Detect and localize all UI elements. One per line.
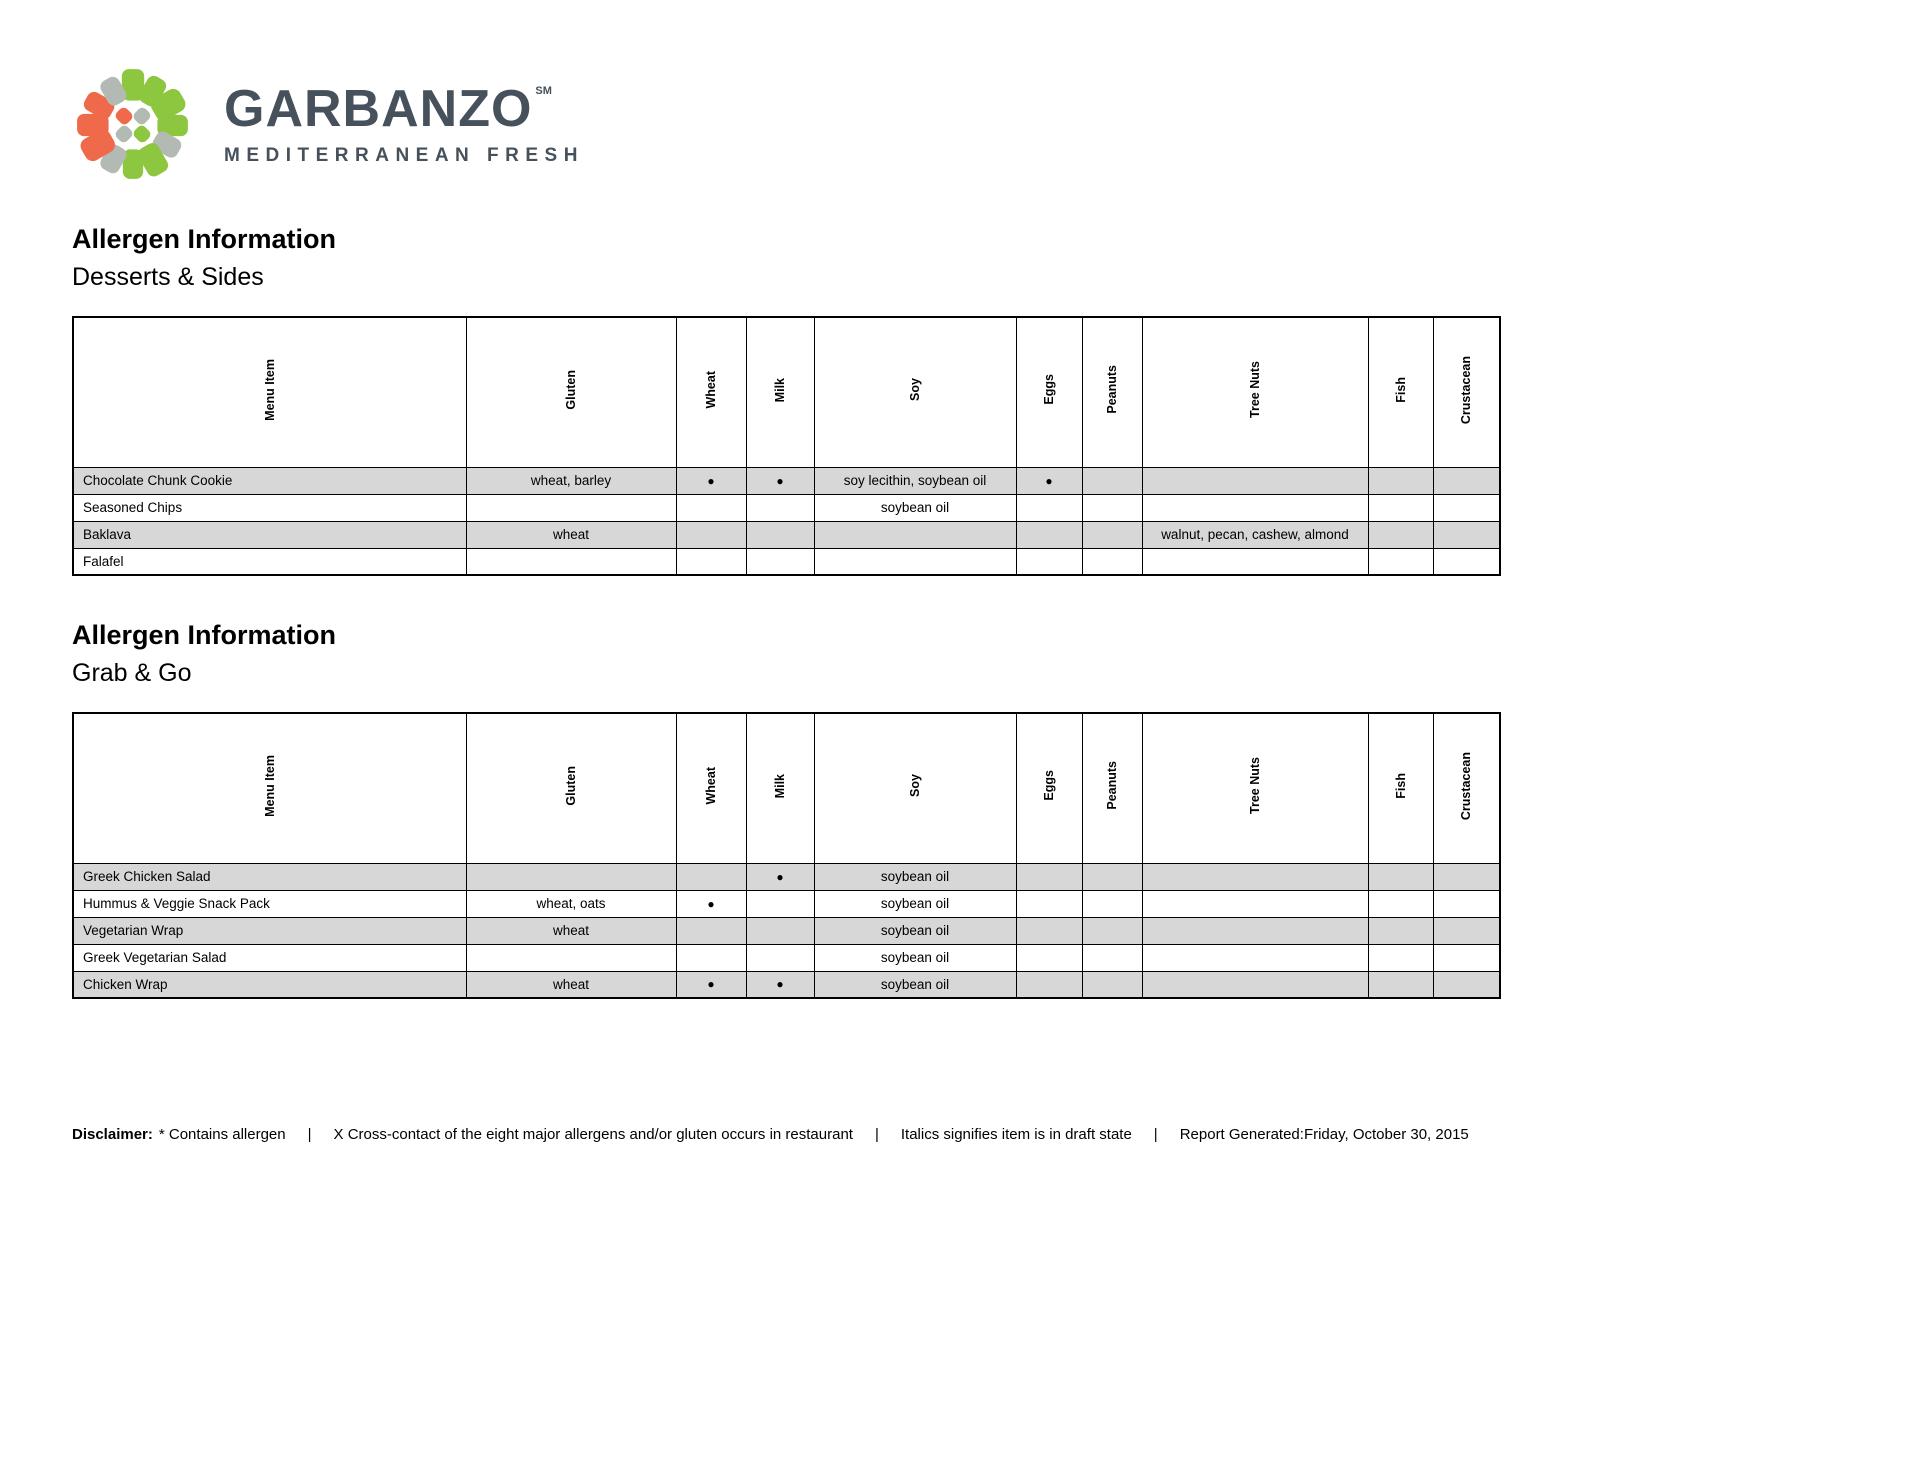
allergen-cell-soy: soy lecithin, soybean oil bbox=[814, 467, 1016, 494]
column-header-eggs bbox=[1016, 317, 1082, 467]
column-header-label: Wheat bbox=[704, 371, 718, 409]
table-row bbox=[73, 494, 1500, 521]
disclaimer-item-crosscontact: X Cross-contact of the eight major allergens and/or gluten occurs in restaurant bbox=[333, 1126, 853, 1143]
allergen-cell-tree-nuts bbox=[1142, 971, 1368, 998]
allergen-cell-peanuts bbox=[1082, 548, 1142, 575]
table-row bbox=[73, 548, 1500, 575]
menu-item-cell: Chicken Wrap bbox=[73, 971, 466, 998]
allergen-cell-soy: soybean oil bbox=[814, 944, 1016, 971]
table-header-row bbox=[73, 317, 1500, 467]
column-header-wheat bbox=[676, 317, 746, 467]
menu-item-cell: Chocolate Chunk Cookie bbox=[73, 467, 466, 494]
allergen-cell-peanuts bbox=[1082, 494, 1142, 521]
allergen-section-desserts-sides bbox=[72, 224, 1920, 576]
allergen-cell-wheat bbox=[676, 521, 746, 548]
menu-item-cell: Baklava bbox=[73, 521, 466, 548]
logo bbox=[72, 62, 1920, 188]
column-header-label: Peanuts bbox=[1105, 365, 1119, 415]
logo-text bbox=[224, 80, 584, 167]
column-header-label: Tree Nuts bbox=[1248, 361, 1262, 419]
column-header-label: Wheat bbox=[704, 767, 718, 805]
column-header-fish bbox=[1368, 713, 1433, 863]
column-header-label: Soy bbox=[908, 378, 922, 402]
allergen-cell-crustacean bbox=[1433, 917, 1500, 944]
allergen-cell-milk bbox=[746, 521, 814, 548]
allergen-cell-fish bbox=[1368, 521, 1433, 548]
column-header-soy bbox=[814, 713, 1016, 863]
column-header-label: Menu Item bbox=[262, 358, 277, 421]
column-header-label: Milk bbox=[773, 377, 787, 402]
allergen-cell-wheat bbox=[676, 917, 746, 944]
allergen-cell-wheat bbox=[676, 494, 746, 521]
allergen-cell-gluten bbox=[466, 548, 676, 575]
allergen-cell-fish bbox=[1368, 890, 1433, 917]
allergen-cell-eggs bbox=[1016, 548, 1082, 575]
column-header-label: Eggs bbox=[1042, 374, 1056, 406]
column-header-menu-item bbox=[73, 713, 466, 863]
table-row bbox=[73, 944, 1500, 971]
menu-item-cell: Vegetarian Wrap bbox=[73, 917, 466, 944]
column-header-eggs bbox=[1016, 713, 1082, 863]
allergen-cell-peanuts bbox=[1082, 917, 1142, 944]
allergen-cell-wheat: ● bbox=[676, 890, 746, 917]
allergen-cell-fish bbox=[1368, 917, 1433, 944]
table-row bbox=[73, 917, 1500, 944]
allergen-cell-peanuts bbox=[1082, 971, 1142, 998]
menu-item-cell: Greek Vegetarian Salad bbox=[73, 944, 466, 971]
allergen-cell-eggs bbox=[1016, 521, 1082, 548]
allergen-cell-fish bbox=[1368, 494, 1433, 521]
allergen-cell-gluten: wheat, oats bbox=[466, 890, 676, 917]
allergen-cell-fish bbox=[1368, 944, 1433, 971]
column-header-label: Crustacean bbox=[1459, 355, 1474, 424]
table-row bbox=[73, 521, 1500, 548]
allergen-cell-crustacean bbox=[1433, 971, 1500, 998]
allergen-cell-tree-nuts bbox=[1142, 890, 1368, 917]
disclaimer bbox=[72, 1126, 1469, 1143]
allergen-cell-milk bbox=[746, 944, 814, 971]
allergen-cell-tree-nuts bbox=[1142, 494, 1368, 521]
table-row bbox=[73, 467, 1500, 494]
allergen-cell-gluten: wheat bbox=[466, 917, 676, 944]
allergen-cell-gluten: wheat bbox=[466, 971, 676, 998]
column-header-milk bbox=[746, 317, 814, 467]
brand-trademark: SM bbox=[535, 85, 552, 97]
column-header-menu-item bbox=[73, 317, 466, 467]
allergen-cell-crustacean bbox=[1433, 944, 1500, 971]
table-row bbox=[73, 863, 1500, 890]
allergen-cell-fish bbox=[1368, 863, 1433, 890]
brand-name: GARBANZO bbox=[224, 80, 533, 138]
allergen-cell-eggs bbox=[1016, 494, 1082, 521]
allergen-section-grab-go bbox=[72, 620, 1920, 999]
garbanzo-pinwheel-icon bbox=[72, 62, 194, 188]
allergen-cell-milk bbox=[746, 890, 814, 917]
column-header-crustacean bbox=[1433, 713, 1500, 863]
allergen-cell-eggs: ● bbox=[1016, 467, 1082, 494]
column-header-label: Milk bbox=[773, 773, 787, 798]
allergen-cell-gluten: wheat bbox=[466, 521, 676, 548]
allergen-cell-milk bbox=[746, 548, 814, 575]
allergen-cell-soy: soybean oil bbox=[814, 971, 1016, 998]
column-header-wheat bbox=[676, 713, 746, 863]
allergen-cell-peanuts bbox=[1082, 467, 1142, 494]
disclaimer-label: Disclaimer: bbox=[72, 1126, 153, 1143]
allergen-cell-soy bbox=[814, 548, 1016, 575]
allergen-cell-peanuts bbox=[1082, 944, 1142, 971]
allergen-cell-milk: ● bbox=[746, 467, 814, 494]
allergen-cell-fish bbox=[1368, 467, 1433, 494]
allergen-cell-crustacean bbox=[1433, 863, 1500, 890]
allergen-cell-crustacean bbox=[1433, 494, 1500, 521]
allergen-cell-gluten bbox=[466, 944, 676, 971]
disclaimer-separator: | bbox=[307, 1126, 312, 1143]
allergen-cell-milk: ● bbox=[746, 863, 814, 890]
column-header-label: Crustacean bbox=[1459, 751, 1474, 820]
allergen-cell-soy: soybean oil bbox=[814, 917, 1016, 944]
menu-item-cell: Falafel bbox=[73, 548, 466, 575]
disclaimer-item-generated: Report Generated:Friday, October 30, 2015 bbox=[1179, 1126, 1469, 1143]
section-subtitle: Desserts & Sides bbox=[72, 263, 264, 291]
column-header-crustacean bbox=[1433, 317, 1500, 467]
disclaimer-separator: | bbox=[1153, 1126, 1158, 1143]
allergen-cell-tree-nuts: walnut, pecan, cashew, almond bbox=[1142, 521, 1368, 548]
column-header-label: Eggs bbox=[1042, 770, 1056, 802]
allergen-cell-soy: soybean oil bbox=[814, 890, 1016, 917]
allergen-cell-crustacean bbox=[1433, 467, 1500, 494]
allergen-cell-crustacean bbox=[1433, 548, 1500, 575]
allergen-table-desserts-sides bbox=[72, 316, 1501, 576]
allergen-cell-fish bbox=[1368, 548, 1433, 575]
allergen-cell-gluten bbox=[466, 863, 676, 890]
allergen-cell-eggs bbox=[1016, 971, 1082, 998]
allergen-cell-tree-nuts bbox=[1142, 548, 1368, 575]
allergen-cell-wheat bbox=[676, 944, 746, 971]
allergen-cell-wheat bbox=[676, 548, 746, 575]
table-header-row bbox=[73, 713, 1500, 863]
allergen-cell-eggs bbox=[1016, 890, 1082, 917]
table-row bbox=[73, 890, 1500, 917]
column-header-tree-nuts bbox=[1142, 713, 1368, 863]
column-header-fish bbox=[1368, 317, 1433, 467]
menu-item-cell: Greek Chicken Salad bbox=[73, 863, 466, 890]
column-header-peanuts bbox=[1082, 713, 1142, 863]
column-header-label: Peanuts bbox=[1105, 761, 1119, 811]
allergen-cell-soy: soybean oil bbox=[814, 863, 1016, 890]
allergen-cell-milk bbox=[746, 494, 814, 521]
section-title: Allergen Information bbox=[72, 224, 337, 254]
table-row bbox=[73, 971, 1500, 998]
allergen-cell-milk: ● bbox=[746, 971, 814, 998]
column-header-gluten bbox=[466, 317, 676, 467]
column-header-peanuts bbox=[1082, 317, 1142, 467]
allergen-cell-soy bbox=[814, 521, 1016, 548]
column-header-label: Soy bbox=[908, 774, 922, 798]
allergen-cell-crustacean bbox=[1433, 890, 1500, 917]
allergen-cell-milk bbox=[746, 917, 814, 944]
brand-tagline: MEDITERRANEAN FRESH bbox=[224, 145, 584, 166]
section-title: Allergen Information bbox=[72, 620, 337, 650]
disclaimer-item-italics: Italics signifies item is in draft state bbox=[900, 1126, 1132, 1143]
column-header-label: Menu Item bbox=[262, 754, 277, 817]
column-header-label: Fish bbox=[1393, 376, 1408, 403]
column-header-soy bbox=[814, 317, 1016, 467]
allergen-cell-gluten bbox=[466, 494, 676, 521]
allergen-cell-eggs bbox=[1016, 917, 1082, 944]
column-header-gluten bbox=[466, 713, 676, 863]
allergen-cell-wheat: ● bbox=[676, 971, 746, 998]
allergen-cell-peanuts bbox=[1082, 521, 1142, 548]
sections bbox=[72, 224, 1920, 999]
allergen-cell-wheat bbox=[676, 863, 746, 890]
allergen-cell-peanuts bbox=[1082, 863, 1142, 890]
column-header-label: Gluten bbox=[564, 765, 578, 806]
allergen-table-grab-go bbox=[72, 712, 1501, 999]
disclaimer-item-contains: * Contains allergen bbox=[158, 1126, 286, 1143]
allergen-cell-tree-nuts bbox=[1142, 863, 1368, 890]
section-subtitle: Grab & Go bbox=[72, 659, 192, 687]
allergen-cell-tree-nuts bbox=[1142, 467, 1368, 494]
allergen-cell-gluten: wheat, barley bbox=[466, 467, 676, 494]
menu-item-cell: Hummus & Veggie Snack Pack bbox=[73, 890, 466, 917]
column-header-tree-nuts bbox=[1142, 317, 1368, 467]
menu-item-cell: Seasoned Chips bbox=[73, 494, 466, 521]
allergen-cell-tree-nuts bbox=[1142, 917, 1368, 944]
disclaimer-separator: | bbox=[874, 1126, 879, 1143]
allergen-cell-peanuts bbox=[1082, 890, 1142, 917]
column-header-label: Gluten bbox=[564, 369, 578, 410]
column-header-label: Fish bbox=[1393, 772, 1408, 799]
allergen-cell-wheat: ● bbox=[676, 467, 746, 494]
column-header-label: Tree Nuts bbox=[1248, 757, 1262, 815]
column-header-milk bbox=[746, 713, 814, 863]
allergen-cell-eggs bbox=[1016, 944, 1082, 971]
allergen-cell-fish bbox=[1368, 971, 1433, 998]
allergen-cell-soy: soybean oil bbox=[814, 494, 1016, 521]
allergen-cell-crustacean bbox=[1433, 521, 1500, 548]
allergen-cell-tree-nuts bbox=[1142, 944, 1368, 971]
allergen-cell-eggs bbox=[1016, 863, 1082, 890]
